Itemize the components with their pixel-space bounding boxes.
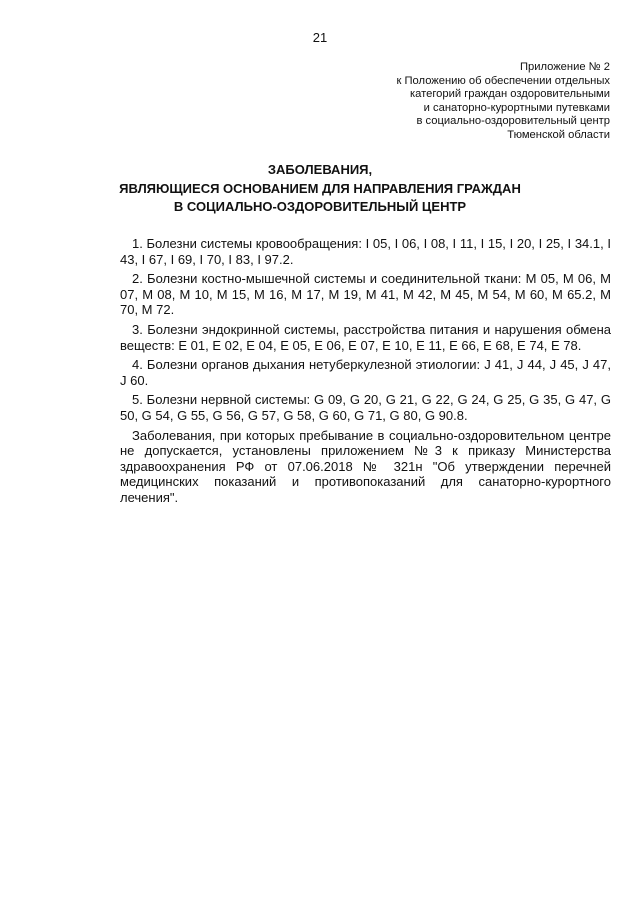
circulatory-diseases-paragraph: 1. Болезни системы кровообращения: I 05, I 06, I 08, I 11, I 15, I 20, I 25, I 34.1, I 43, I 67, I 69, I 70, I 83, I 97.2. xyxy=(120,236,611,267)
endocrine-diseases-paragraph: 3. Болезни эндокринной системы, расстройства питания и нарушения обмена веществ: E 01, E 02, E 04, E 05, E 06, E 07, E 10, E 11, E 66, E 68, E 74, E 78. xyxy=(120,321,611,353)
title-line: ЗАБОЛЕВАНИЯ, xyxy=(267,162,373,177)
page-number: 21 xyxy=(312,30,328,45)
appendix-line: в социально-оздоровительный центр xyxy=(416,115,610,128)
title-line: В СОЦИАЛЬНО-ОЗДОРОВИТЕЛЬНЫЙ ЦЕНТР xyxy=(173,199,467,214)
contraindications-paragraph: Заболевания, при которых пребывание в социально-оздоровительном центре не допускается, установлены приложением №3 к приказу Министерства здравоохранения РФ от 07.06.2018 № 321н "Об утверждении перечней медицинских показаний и противопоказаний для санаторно-курортного лечения". xyxy=(120,427,611,505)
nervous-system-diseases-paragraph: 5. Болезни нервной системы: G 09, G 20, G 21, G 22, G 24, G 25, G 35, G 47, G 50, G 54, G 55, G 56, G 57, G 58, G 60, G 71, G 80, G 90.8. xyxy=(120,392,611,423)
respiratory-diseases-paragraph: 4. Болезни органов дыхания нетуберкулезной этиологии: J 41, J 44, J 45, J 47, J 60. xyxy=(120,357,611,388)
document-body xyxy=(120,236,611,510)
appendix-line: Тюменской области xyxy=(507,128,610,141)
title-line: ЯВЛЯЮЩИЕСЯ ОСНОВАНИЕМ ДЛЯ НАПРАВЛЕНИЯ ГРАЖДАН xyxy=(119,180,521,196)
document-title xyxy=(0,161,640,217)
appendix-line: Приложение № 2 xyxy=(519,61,610,73)
appendix-line: и санаторно-курортными путевками xyxy=(423,101,610,114)
appendix-line: категорий граждан оздоровительными xyxy=(410,88,610,101)
musculoskeletal-diseases-paragraph: 2. Болезни костно-мышечной системы и соединительной ткани: M 05, M 06, M 07, M 08, M 10, M 15, M 16, M 17, M 19, M 41, M 42, M 45, M 54, M 60, M 65.2, M 70, M 72. xyxy=(120,271,611,318)
appendix-header xyxy=(310,61,610,143)
appendix-line: к Положению об обеспечении отдельных xyxy=(396,74,610,87)
